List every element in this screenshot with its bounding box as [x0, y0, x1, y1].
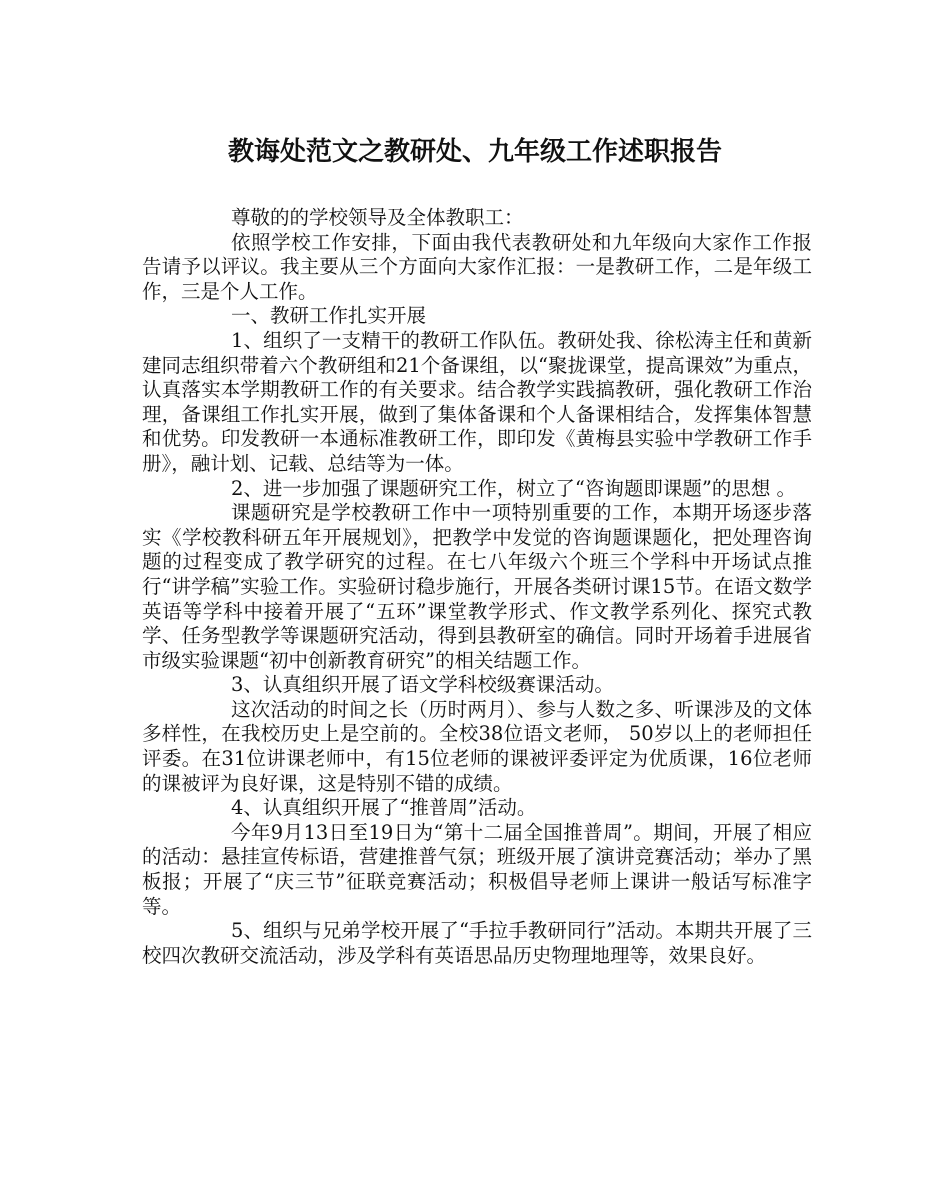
- paragraph-putonghua-week: 今年9月13日至19日为“第十二届全国推普周”。期间，开展了相应的活动：悬挂宣传标语，营建推普气氛；班级开展了演讲竞赛活动；举办了黑板报；开展了“庆三节”征联竞赛活动；积极倡导老师上课讲一般话写标准字等。: [142, 820, 812, 918]
- paragraph-item-4: 4、认真组织开展了“推普周”活动。: [231, 796, 537, 820]
- paragraph-contest-details: 这次活动的时间之长（历时两月）、参与人数之多、听课涉及的文体多样性，在我校历史上是空前的。全校38位语文老师， 50岁以上的老师担任评委。在31位讲课老师中，有15位老师的课被评委评定为优质课，16位老师的课被评为良好课，这是特别不错的成绩。: [142, 697, 812, 795]
- paragraph-topic-research: 课题研究是学校教研工作中一项特别重要的工作，本期开场逐步落实《学校教科研五年开展规划》，把教学中发觉的咨询题课题化，把处理咨询题的过程变成了教学研究的过程。在七八年级六个班三个学科中开场试点推行“讲学稿”实验工作。实验研讨稳步施行，开展各类研讨课15节。在语文数学英语等学科中接着开展了“五环”课堂教学形式、作文教学系列化、探究式教学、任务型教学等课题研究活动，得到县教研室的确信。同时开场着手进展省市级实验课题“初中创新教育研究”的相关结题工作。: [142, 501, 812, 672]
- paragraph-item-5: 5、组织与兄弟学校开展了“手拉手教研同行”活动。本期共开展了三校四次教研交流活动，涉及学科有英语思品历史物理地理等，效果良好。: [142, 919, 812, 967]
- paragraph-item-1: 1、组织了一支精干的教研工作队伍。教研处我、徐松涛主任和黄新建同志组织带着六个教研组和21个备课组，以“聚拢课堂，提高课效”为重点，认真落实本学期教研工作的有关要求。结合教学实践搞教研，强化教研工作治理，备课组工作扎实开展，做到了集体备课和个人备课相结合，发挥集体智慧和优势。印发教研一本通标准教研工作，即印发《黄梅县实验中学教研工作手册》，融计划、记载、总结等为一体。: [142, 328, 812, 475]
- section-heading-teaching-research: 一、教研工作扎实开展: [231, 304, 427, 328]
- paragraph-item-3: 3、认真组织开展了语文学科校级赛课活动。: [231, 673, 614, 697]
- intro-paragraph: 依照学校工作安排，下面由我代表教研处和九年级向大家作工作报告请予以评议。我主要从三个方面向大家作汇报：一是教研工作，二是年级工作，三是个人工作。: [142, 230, 812, 303]
- greeting-paragraph: 尊敬的的学校领导及全体教职工：: [231, 206, 524, 229]
- paragraph-item-2: 2、进一步加强了课题研究工作，树立了“咨询题即课题”的思想 。: [231, 476, 797, 500]
- document-title: 教诲处范文之教研处、九年级工作述职报告: [227, 137, 722, 167]
- document-body: [142, 206, 812, 968]
